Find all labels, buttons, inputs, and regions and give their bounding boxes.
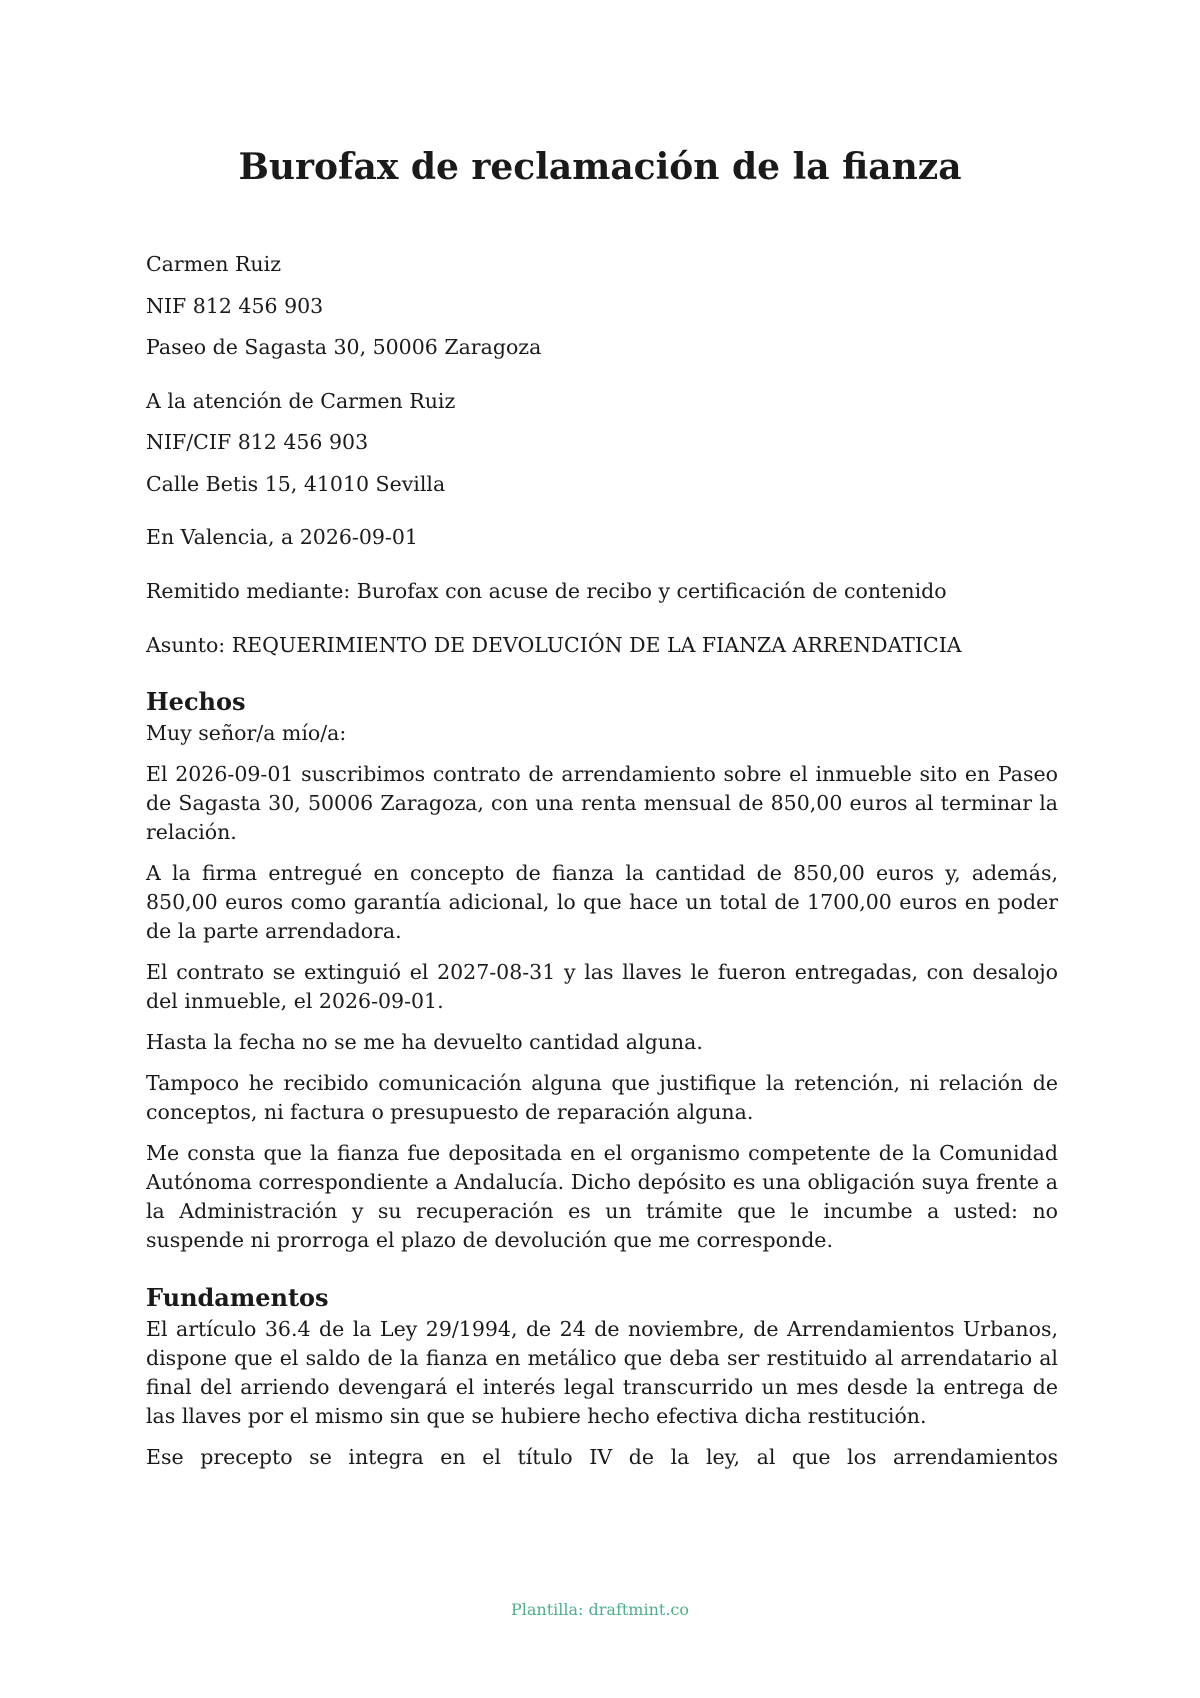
subject-line: Asunto: REQUERIMIENTO DE DEVOLUCIÓN DE LA FIANZA ARRENDATICIA <box>146 633 962 657</box>
paragraph: El artículo 36.4 de la Ley 29/1994, de 24 de noviembre, de Arrendamientos Urbanos, dispone que el saldo de la fianza en metálico que deba ser restituido al arrendatario al final del arriendo devengará el interés legal transcurrido un mes desde la entrega de las llaves por el mismo sin que se hubiere hecho efectiva dicha restitución. <box>146 1317 1058 1428</box>
paragraph: Tampoco he recibido comunicación alguna que justifique la retención, ni relación de conceptos, ni factura o presupuesto de reparación alguna. <box>146 1071 1058 1124</box>
template-footer: Plantilla: draftmint.co <box>510 1600 689 1619</box>
recipient-address: Calle Betis 15, 41010 Sevilla <box>146 471 446 496</box>
paragraph: Hasta la fecha no se me ha devuelto cantidad alguna. <box>146 1030 703 1054</box>
recipient-block <box>146 387 1058 499</box>
sender-name: Carmen Ruiz <box>146 252 281 276</box>
document-body <box>146 250 1058 1484</box>
sent-via: Remitido mediante: Burofax con acuse de recibo y certificación de contenido <box>146 579 947 603</box>
document-title: Burofax de reclamación de la fianza <box>238 146 962 188</box>
sender-address: Paseo de Sagasta 30, 50006 Zaragoza <box>146 335 542 359</box>
section-hechos <box>146 685 1058 1255</box>
paragraph: Muy señor/a mío/a: <box>146 721 347 745</box>
paragraph: Ese precepto se integra en el título IV de la ley, al que los arrendamientos <box>146 1445 1058 1469</box>
sender-block <box>146 250 1058 362</box>
section-heading: Hechos <box>146 687 246 716</box>
section-heading: Fundamentos <box>146 1283 329 1312</box>
sender-id: NIF 812 456 903 <box>146 293 324 318</box>
paragraph: A la firma entregué en concepto de fianza la cantidad de 850,00 euros y, además, 850,00 euros como garantía adicional, lo que hace un total de 1700,00 euros en poder de la parte arrendadora. <box>146 861 1058 943</box>
place-date: En Valencia, a 2026-09-01 <box>146 525 418 549</box>
paragraph: Me consta que la fianza fue depositada en el organismo competente de la Comunidad Autónoma correspondiente a Andalucía. Dicho depósito es una obligación suya frente a la Administración y su recuperación es un trámite que le incumbe a usted: no suspende ni prorroga el plazo de devolución que me corresponde. <box>146 1141 1058 1252</box>
recipient-attention: A la atención de Carmen Ruiz <box>146 388 456 413</box>
paragraph: El 2026-09-01 suscribimos contrato de arrendamiento sobre el inmueble sito en Paseo de Sagasta 30, 50006 Zaragoza, con una renta mensual de 850,00 euros al terminar la relación. <box>146 762 1058 844</box>
section-fundamentos <box>146 1281 1058 1472</box>
recipient-id: NIF/CIF 812 456 903 <box>146 430 369 454</box>
paragraph: El contrato se extinguió el 2027-08-31 y las llaves le fueron entregadas, con desalojo del inmueble, el 2026-09-01. <box>146 960 1058 1013</box>
